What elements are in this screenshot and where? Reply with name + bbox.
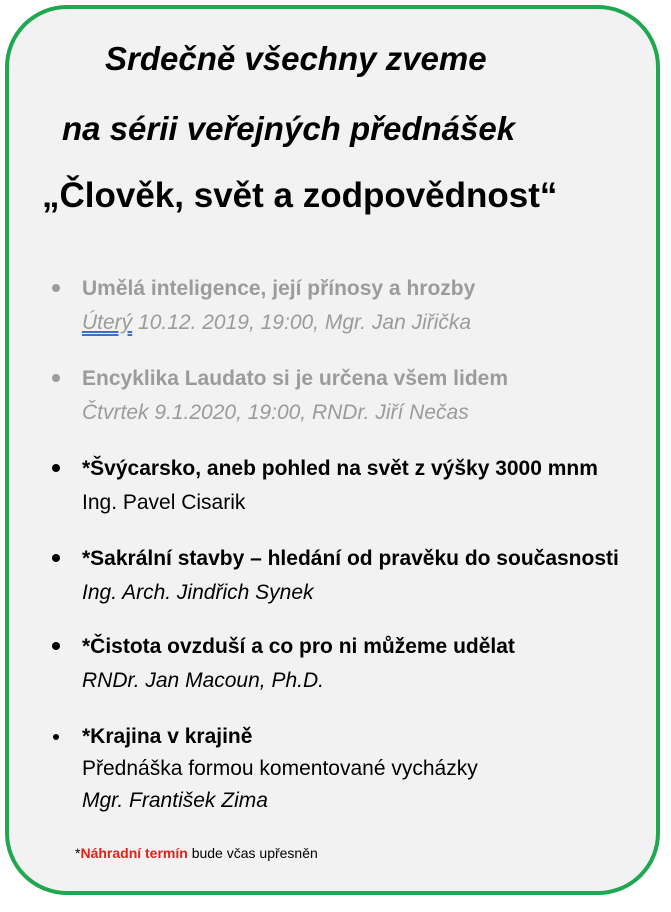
lecture-item <box>82 276 667 336</box>
footnote-highlight: Náhradní termín <box>80 845 188 861</box>
title-line-2: na sérii veřejných přednášek <box>62 110 516 147</box>
lecture-title: *Sakrální stavby – hledání od pravěku do současnosti <box>82 547 619 570</box>
lecture-speaker: Ing. Arch. Jindřich Synek <box>82 581 314 604</box>
bullet-icon <box>52 642 60 650</box>
title-line-1: Srdečně všechny zveme <box>105 40 487 77</box>
lecture-details: Čtvrtek 9.1.2020, 19:00, RNDr. Jiří Nečas <box>82 401 469 424</box>
lecture-item <box>82 366 667 426</box>
lecture-speaker: Ing. Pavel Cisarik <box>82 491 246 514</box>
lecture-item <box>82 634 667 694</box>
series-title: „Člověk, svět a zodpovědnost“ <box>42 176 558 215</box>
lecture-title: *Švýcarsko, aneb pohled na svět z výšky 3000 mnm <box>82 457 598 480</box>
lecture-description: Přednáška formou komentované vycházky <box>82 757 478 780</box>
bullet-icon <box>52 374 60 382</box>
footnote-star: * <box>75 845 81 861</box>
lecture-date-speaker: 10.12. 2019, 19:00, Mgr. Jan Jiřička <box>132 311 472 334</box>
lecture-title: Encyklika Laudato si je určena všem lidem <box>82 367 509 390</box>
lecture-title: Umělá inteligence, její přínosy a hrozby <box>82 277 476 300</box>
lecture-day: Úterý <box>82 311 133 334</box>
lecture-title: *Krajina v krajině <box>82 725 253 748</box>
footnote <box>75 845 318 861</box>
footnote-text: bude včas upřesněn <box>187 845 318 861</box>
bullet-icon <box>52 464 60 472</box>
lecture-speaker: RNDr. Jan Macoun, Ph.D. <box>82 669 324 692</box>
bullet-icon <box>53 734 59 740</box>
lecture-details <box>82 310 667 336</box>
lecture-title: *Čistota ovzduší a co pro ni můžeme udělat <box>82 635 515 658</box>
lecture-item <box>82 546 667 606</box>
lecture-item <box>82 456 667 516</box>
lecture-item <box>82 724 667 814</box>
lecture-speaker: Mgr. František Zima <box>82 789 268 812</box>
bullet-icon <box>52 554 60 562</box>
bullet-icon <box>52 284 60 292</box>
